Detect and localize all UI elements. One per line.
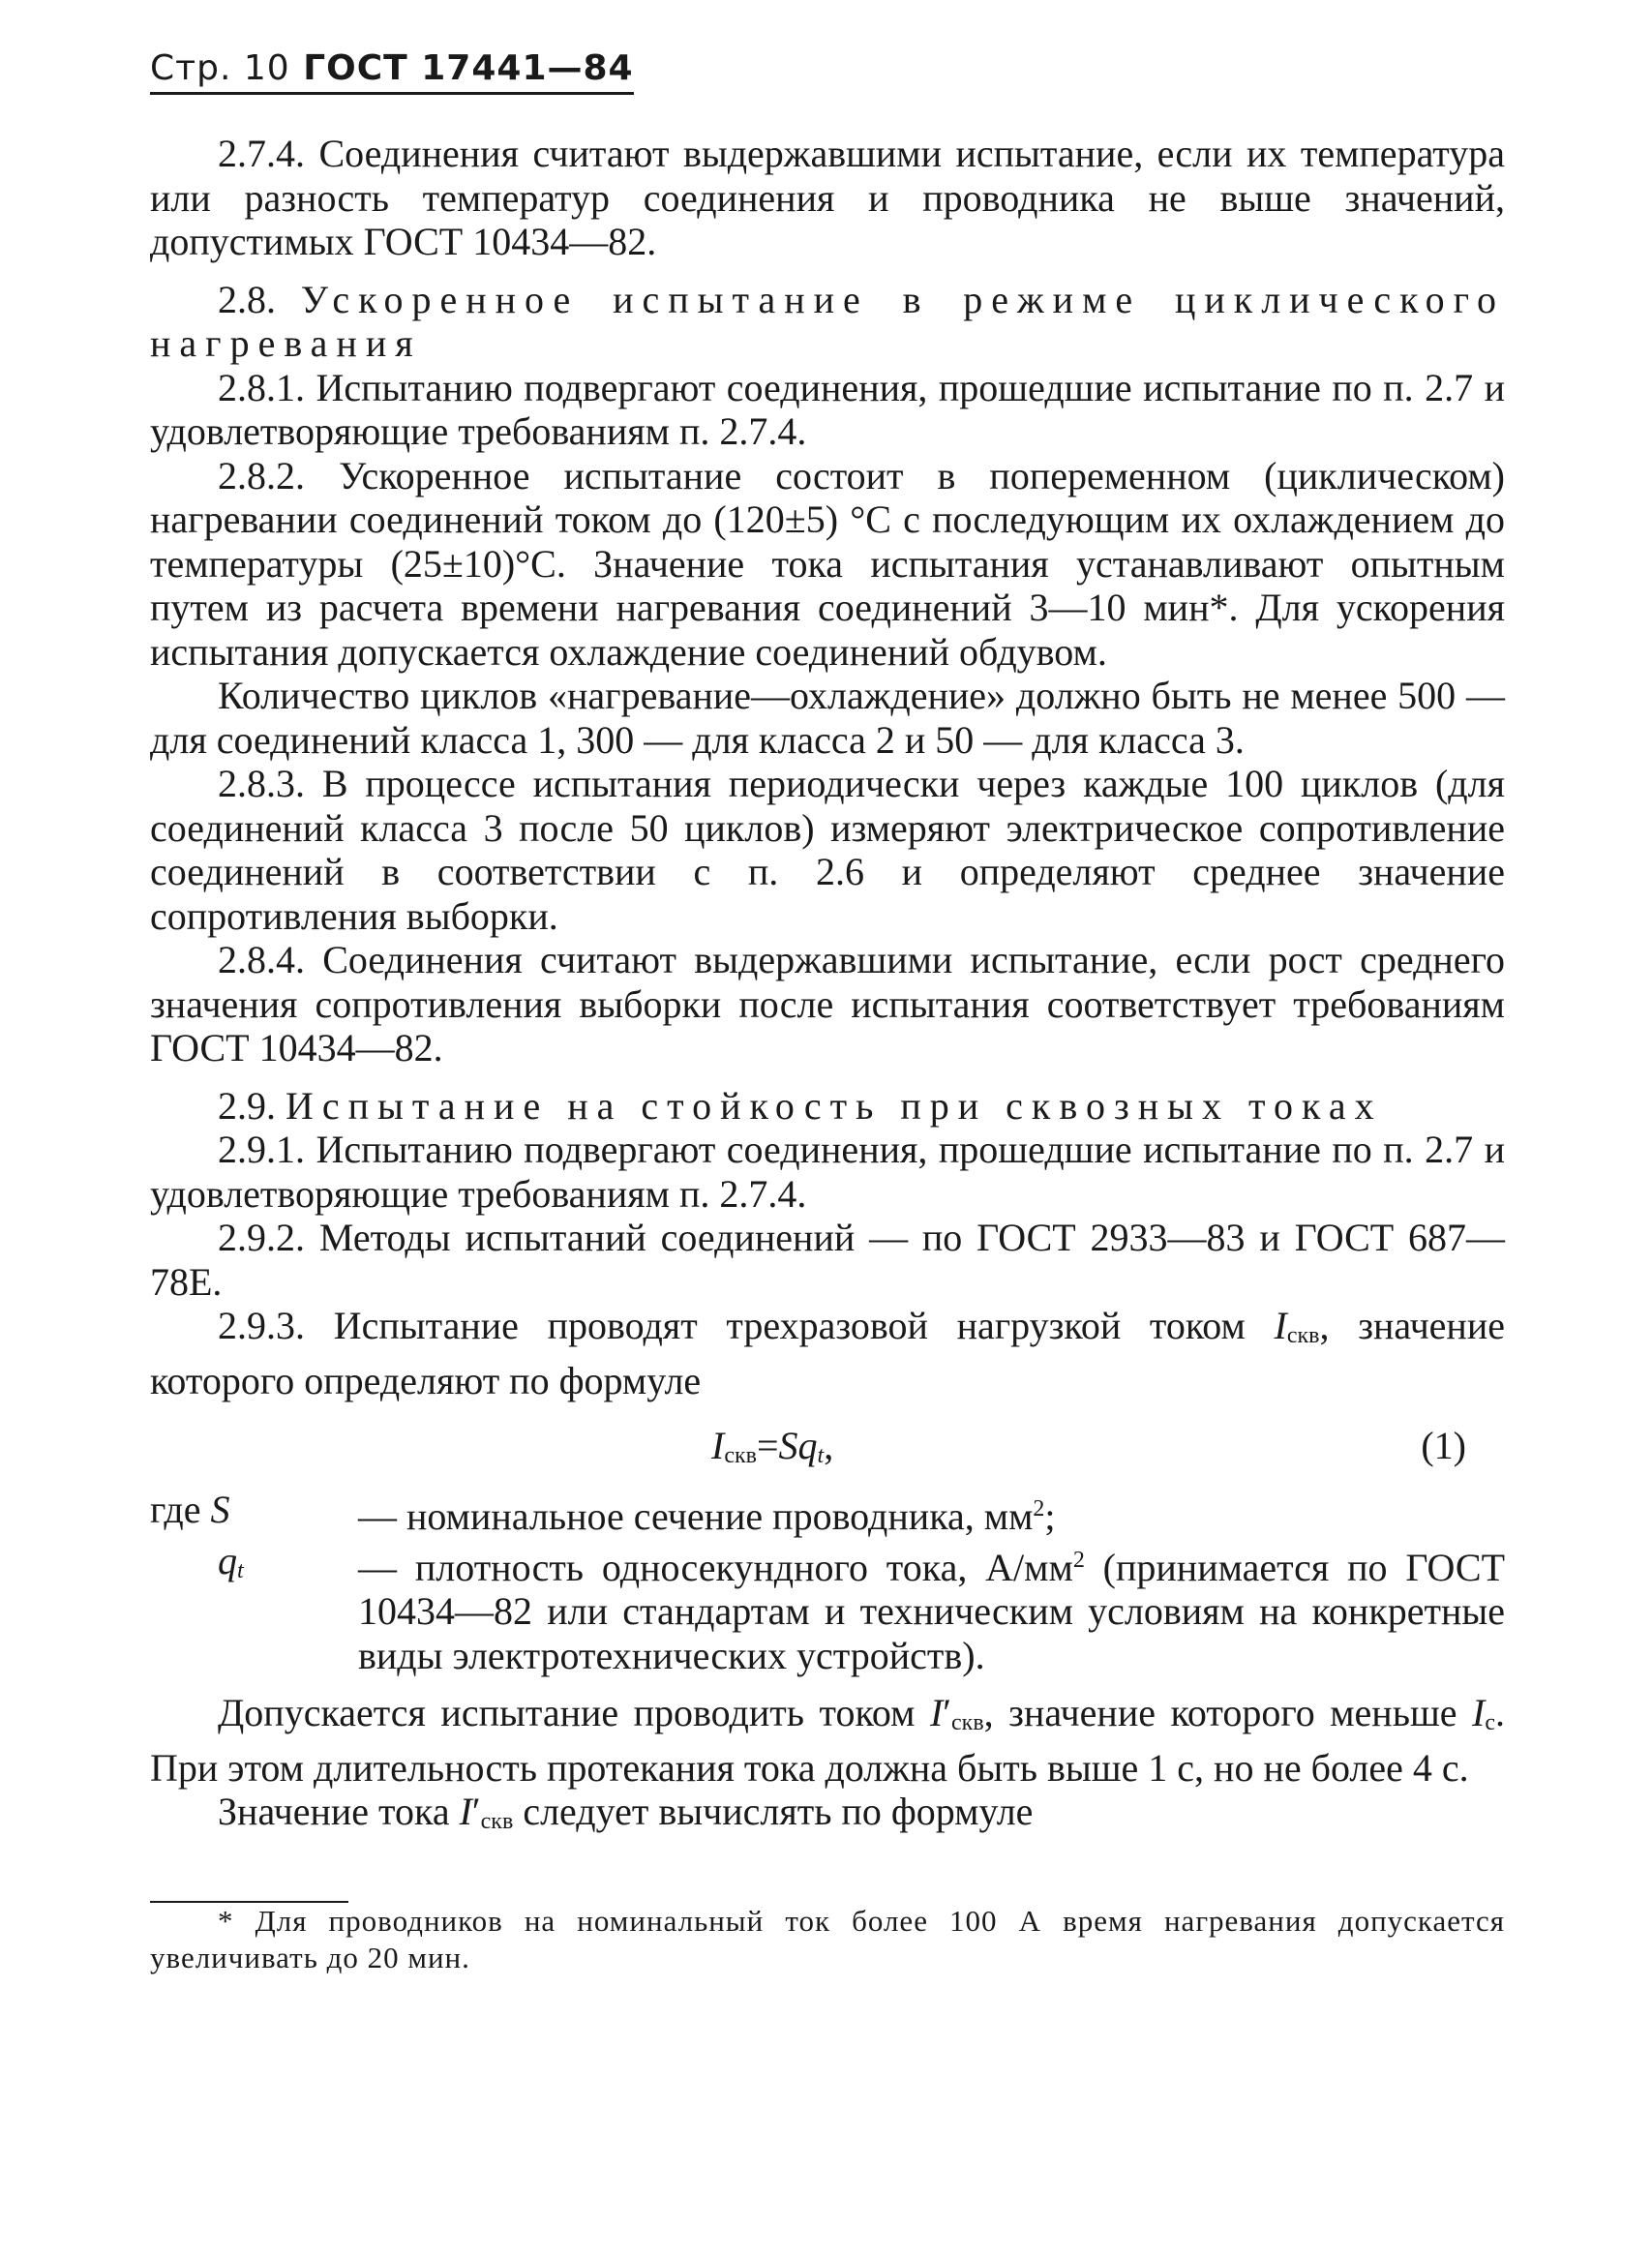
document-page (150, 48, 1505, 1976)
clause-2-8-4: 2.8.4. Соединения считают выдержавшими испытание, если рост среднего значения сопротивления выборки после испытания соответствует требованиям ГОСТ 10434—82. (150, 938, 1505, 1069)
section-2-8-heading (150, 278, 1505, 366)
clause-2-9-1: 2.9.1. Испытанию подвергают соединения, прошедшие испытание по п. 2.7 и удовлетворяющие требованиям п. 2.7.4. (150, 1128, 1505, 1216)
clause-2-9-3: 2.9.3. Испытание проводят трехразовой нагрузкой током Iскв, значение которого определяют по формуле (150, 1304, 1505, 1402)
section-2-8-title: Ускоренное испытание в режиме циклического нагревания (150, 277, 1505, 365)
paragraph-current-value: Значение тока I′скв следует вычислять по формуле (218, 1790, 1034, 1834)
clause-2-7-4: 2.7.4. Соединения считают выдержавшими испытание, если их температура или разность температур соединения и проводника не выше значений, допустимых ГОСТ 10434—82. (150, 132, 1505, 263)
formula-number: (1) (1421, 1424, 1466, 1467)
formula-definitions (150, 1488, 1505, 1677)
section-2-8-number: 2.8. (218, 277, 301, 321)
section-2-9-number: 2.9. (218, 1083, 285, 1128)
section-2-9-heading (150, 1084, 1505, 1129)
definition-q: qt — плотность односекундного тока, $А/мм^2$ (принимается по ГОСТ 10434—82 или стандартам и техническим условиям на конкретные виды электротехнических устройств). (218, 1538, 1506, 1677)
document-body (150, 132, 1505, 1976)
section-2-9-title: Испытание на стойкость при сквозных токах (285, 1083, 1383, 1128)
formula-expression: Iскв=Sqt, (711, 1424, 834, 1468)
clause-2-8-1: 2.8.1. Испытанию подвергают соединения, прошедшие испытание по п. 2.7 и удовлетворяющие требованиям п. 2.7.4. (150, 365, 1505, 453)
clause-2-8-2: 2.8.2. Ускоренное испытание состоит в попеременном (циклическом) нагревании соединений током до (120±5) °С с последующим их охлаждением до температуры (25±10)°С. Значение тока испытания устанавливают опытным путем из расчета времени нагревания соединений 3—10 мин*. Для ускорения испытания допускается охлаждение соединений обдувом. (150, 453, 1505, 674)
formula-1 (150, 1410, 1505, 1482)
current-symbol: I (1274, 1304, 1287, 1347)
page-number: Стр. 10 (150, 48, 290, 88)
clause-2-8-3: 2.8.3. В процессе испытания периодически через каждые 100 циклов (для соединений класса 3 после 50 циклов) измеряют электрическое сопротивление соединений в соответствии с п. 2.6 и определяют среднее значение сопротивления выборки. (150, 762, 1505, 938)
paragraph-cycles: Количество циклов «нагревание—охлаждение» должно быть не менее 500 — для соединений класса 1, 300 — для класса 2 и 50 — для класса 3. (150, 674, 1505, 762)
clause-2-9-2: 2.9.2. Методы испытаний соединений — по ГОСТ 2933—83 и ГОСТ 687—78Е. (150, 1216, 1505, 1304)
footnote: * Для проводников на номинальный ток более 100 А время нагревания допускается увеличивать до 20 мин. (150, 1903, 1505, 1974)
standard-title: ГОСТ 17441—84 (303, 48, 634, 88)
definition-s: где S — номинальное сечение проводника, $мм^2$; (150, 1488, 1056, 1538)
paragraph-allowed-current: Допускается испытание проводить током I′скв, значение которого меньше Iс. При этом длительность протекания тока должна быть выше 1 с, но не более 4 с. (150, 1691, 1505, 1790)
page-header (150, 48, 634, 95)
